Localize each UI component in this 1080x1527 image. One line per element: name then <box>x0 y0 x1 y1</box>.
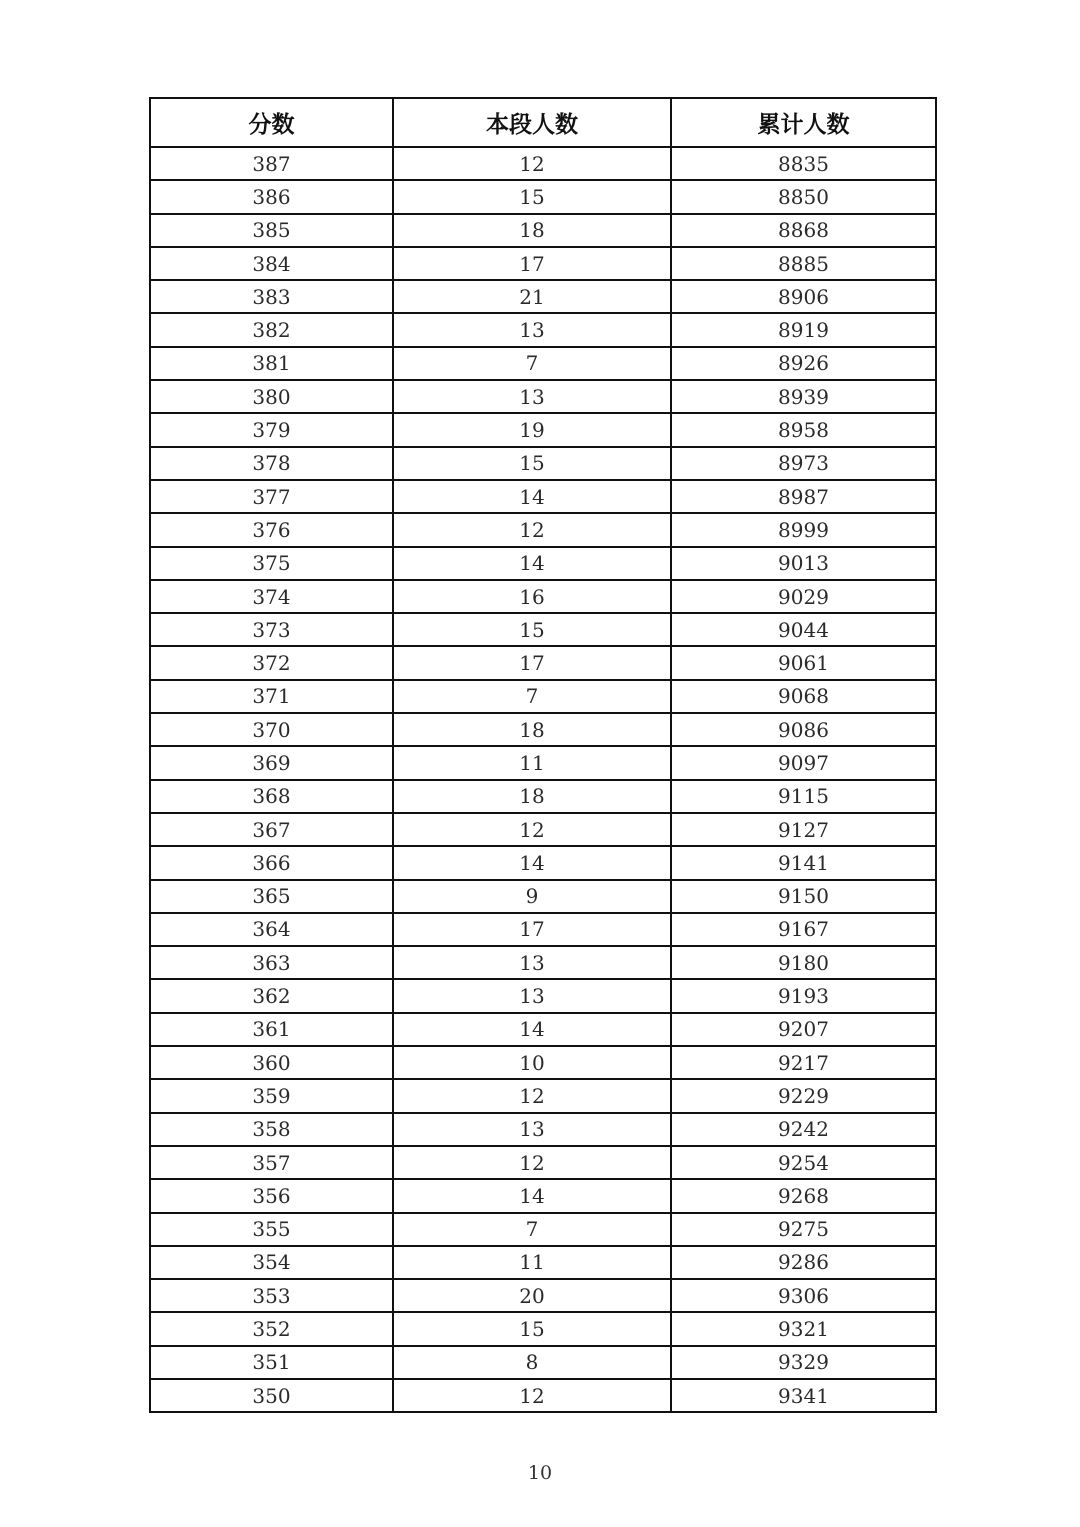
table-row <box>150 180 936 213</box>
cell-cumulative-count: 9306 <box>671 1279 936 1312</box>
table-header-row <box>150 98 936 147</box>
cell-cumulative-count: 8835 <box>671 147 936 180</box>
cell-score: 385 <box>150 214 393 247</box>
cell-segment-count: 7 <box>393 680 671 713</box>
cell-segment-count: 17 <box>393 646 671 679</box>
cell-segment-count: 20 <box>393 1279 671 1312</box>
cell-score: 379 <box>150 413 393 446</box>
cell-score: 358 <box>150 1113 393 1146</box>
cell-cumulative-count: 9167 <box>671 913 936 946</box>
page-number: 10 <box>527 1462 553 1484</box>
cell-cumulative-count: 9229 <box>671 1079 936 1112</box>
table-row <box>150 214 936 247</box>
table-row <box>150 880 936 913</box>
cell-cumulative-count: 8958 <box>671 413 936 446</box>
cell-segment-count: 18 <box>393 214 671 247</box>
cell-segment-count: 15 <box>393 180 671 213</box>
cell-cumulative-count: 9341 <box>671 1379 936 1412</box>
cell-score: 377 <box>150 480 393 513</box>
cell-segment-count: 16 <box>393 580 671 613</box>
table-row <box>150 646 936 679</box>
cell-segment-count: 15 <box>393 447 671 480</box>
table-row <box>150 813 936 846</box>
cell-score: 376 <box>150 513 393 546</box>
cell-segment-count: 15 <box>393 1312 671 1345</box>
cell-segment-count: 18 <box>393 713 671 746</box>
cell-cumulative-count: 8919 <box>671 313 936 346</box>
cell-cumulative-count: 9217 <box>671 1046 936 1079</box>
table-row <box>150 1312 936 1345</box>
cell-segment-count: 11 <box>393 1246 671 1279</box>
cell-segment-count: 13 <box>393 979 671 1012</box>
cell-segment-count: 12 <box>393 513 671 546</box>
cell-segment-count: 14 <box>393 846 671 879</box>
cell-score: 360 <box>150 1046 393 1079</box>
cell-score: 367 <box>150 813 393 846</box>
table-row <box>150 1079 936 1112</box>
table-row <box>150 913 936 946</box>
cell-cumulative-count: 9097 <box>671 746 936 779</box>
cell-segment-count: 13 <box>393 313 671 346</box>
table-row <box>150 347 936 380</box>
cell-score: 369 <box>150 746 393 779</box>
table-row <box>150 447 936 480</box>
table-row <box>150 780 936 813</box>
cell-segment-count: 18 <box>393 780 671 813</box>
cell-score: 351 <box>150 1346 393 1379</box>
cell-score: 371 <box>150 680 393 713</box>
cell-cumulative-count: 8939 <box>671 380 936 413</box>
score-distribution-table <box>149 97 937 1413</box>
cell-cumulative-count: 9242 <box>671 1113 936 1146</box>
cell-score: 383 <box>150 280 393 313</box>
cell-segment-count: 12 <box>393 813 671 846</box>
table-row <box>150 1146 936 1179</box>
cell-cumulative-count: 8999 <box>671 513 936 546</box>
cell-score: 354 <box>150 1246 393 1279</box>
table-row <box>150 413 936 446</box>
table-row <box>150 380 936 413</box>
cell-cumulative-count: 9013 <box>671 547 936 580</box>
table-row <box>150 680 936 713</box>
cell-cumulative-count: 8987 <box>671 480 936 513</box>
table-row <box>150 1113 936 1146</box>
cell-segment-count: 9 <box>393 880 671 913</box>
table-row <box>150 746 936 779</box>
cell-score: 353 <box>150 1279 393 1312</box>
table-body <box>150 147 936 1412</box>
cell-segment-count: 12 <box>393 1379 671 1412</box>
cell-segment-count: 8 <box>393 1346 671 1379</box>
cell-cumulative-count: 9029 <box>671 580 936 613</box>
cell-cumulative-count: 9286 <box>671 1246 936 1279</box>
header-score: 分数 <box>150 98 393 147</box>
table-row <box>150 1346 936 1379</box>
cell-cumulative-count: 8885 <box>671 247 936 280</box>
cell-cumulative-count: 9115 <box>671 780 936 813</box>
cell-score: 350 <box>150 1379 393 1412</box>
cell-score: 355 <box>150 1213 393 1246</box>
table-row <box>150 846 936 879</box>
cell-segment-count: 21 <box>393 280 671 313</box>
cell-segment-count: 14 <box>393 1179 671 1212</box>
cell-segment-count: 14 <box>393 547 671 580</box>
cell-cumulative-count: 8973 <box>671 447 936 480</box>
cell-cumulative-count: 9044 <box>671 613 936 646</box>
cell-score: 352 <box>150 1312 393 1345</box>
cell-segment-count: 17 <box>393 247 671 280</box>
cell-segment-count: 7 <box>393 1213 671 1246</box>
cell-segment-count: 17 <box>393 913 671 946</box>
cell-cumulative-count: 9321 <box>671 1312 936 1345</box>
table-row <box>150 513 936 546</box>
table-row <box>150 1013 936 1046</box>
cell-segment-count: 13 <box>393 380 671 413</box>
cell-score: 359 <box>150 1079 393 1112</box>
cell-score: 364 <box>150 913 393 946</box>
cell-cumulative-count: 8850 <box>671 180 936 213</box>
cell-cumulative-count: 9127 <box>671 813 936 846</box>
table-row <box>150 247 936 280</box>
cell-cumulative-count: 9068 <box>671 680 936 713</box>
cell-cumulative-count: 9061 <box>671 646 936 679</box>
cell-cumulative-count: 9254 <box>671 1146 936 1179</box>
table-row <box>150 480 936 513</box>
cell-cumulative-count: 9329 <box>671 1346 936 1379</box>
cell-segment-count: 13 <box>393 946 671 979</box>
cell-score: 386 <box>150 180 393 213</box>
table-row <box>150 1213 936 1246</box>
cell-segment-count: 12 <box>393 147 671 180</box>
cell-segment-count: 19 <box>393 413 671 446</box>
table-row <box>150 1046 936 1079</box>
cell-cumulative-count: 9180 <box>671 946 936 979</box>
cell-score: 363 <box>150 946 393 979</box>
cell-segment-count: 14 <box>393 1013 671 1046</box>
cell-score: 365 <box>150 880 393 913</box>
cell-score: 382 <box>150 313 393 346</box>
cell-score: 373 <box>150 613 393 646</box>
table-row <box>150 147 936 180</box>
table-row <box>150 979 936 1012</box>
cell-score: 368 <box>150 780 393 813</box>
cell-cumulative-count: 9268 <box>671 1179 936 1212</box>
cell-segment-count: 11 <box>393 746 671 779</box>
cell-segment-count: 15 <box>393 613 671 646</box>
cell-cumulative-count: 8906 <box>671 280 936 313</box>
cell-cumulative-count: 9207 <box>671 1013 936 1046</box>
cell-cumulative-count: 8926 <box>671 347 936 380</box>
table-row <box>150 1379 936 1412</box>
cell-score: 381 <box>150 347 393 380</box>
cell-segment-count: 10 <box>393 1046 671 1079</box>
cell-score: 370 <box>150 713 393 746</box>
cell-cumulative-count: 9141 <box>671 846 936 879</box>
cell-score: 356 <box>150 1179 393 1212</box>
header-cumulative-count: 累计人数 <box>671 98 936 147</box>
table-row <box>150 580 936 613</box>
table-row <box>150 313 936 346</box>
cell-cumulative-count: 9193 <box>671 979 936 1012</box>
cell-score: 366 <box>150 846 393 879</box>
table-row <box>150 946 936 979</box>
table-row <box>150 1279 936 1312</box>
cell-score: 378 <box>150 447 393 480</box>
table-row <box>150 613 936 646</box>
cell-score: 387 <box>150 147 393 180</box>
table-row <box>150 1246 936 1279</box>
cell-score: 380 <box>150 380 393 413</box>
cell-score: 375 <box>150 547 393 580</box>
header-segment-count: 本段人数 <box>393 98 671 147</box>
cell-score: 384 <box>150 247 393 280</box>
table-row <box>150 1179 936 1212</box>
cell-score: 357 <box>150 1146 393 1179</box>
table-row <box>150 280 936 313</box>
cell-cumulative-count: 9086 <box>671 713 936 746</box>
cell-score: 372 <box>150 646 393 679</box>
table-row <box>150 713 936 746</box>
cell-segment-count: 7 <box>393 347 671 380</box>
cell-score: 374 <box>150 580 393 613</box>
cell-segment-count: 12 <box>393 1146 671 1179</box>
table-row <box>150 547 936 580</box>
cell-cumulative-count: 9150 <box>671 880 936 913</box>
cell-segment-count: 14 <box>393 480 671 513</box>
cell-score: 362 <box>150 979 393 1012</box>
cell-score: 361 <box>150 1013 393 1046</box>
cell-cumulative-count: 9275 <box>671 1213 936 1246</box>
cell-cumulative-count: 8868 <box>671 214 936 247</box>
cell-segment-count: 13 <box>393 1113 671 1146</box>
cell-segment-count: 12 <box>393 1079 671 1112</box>
